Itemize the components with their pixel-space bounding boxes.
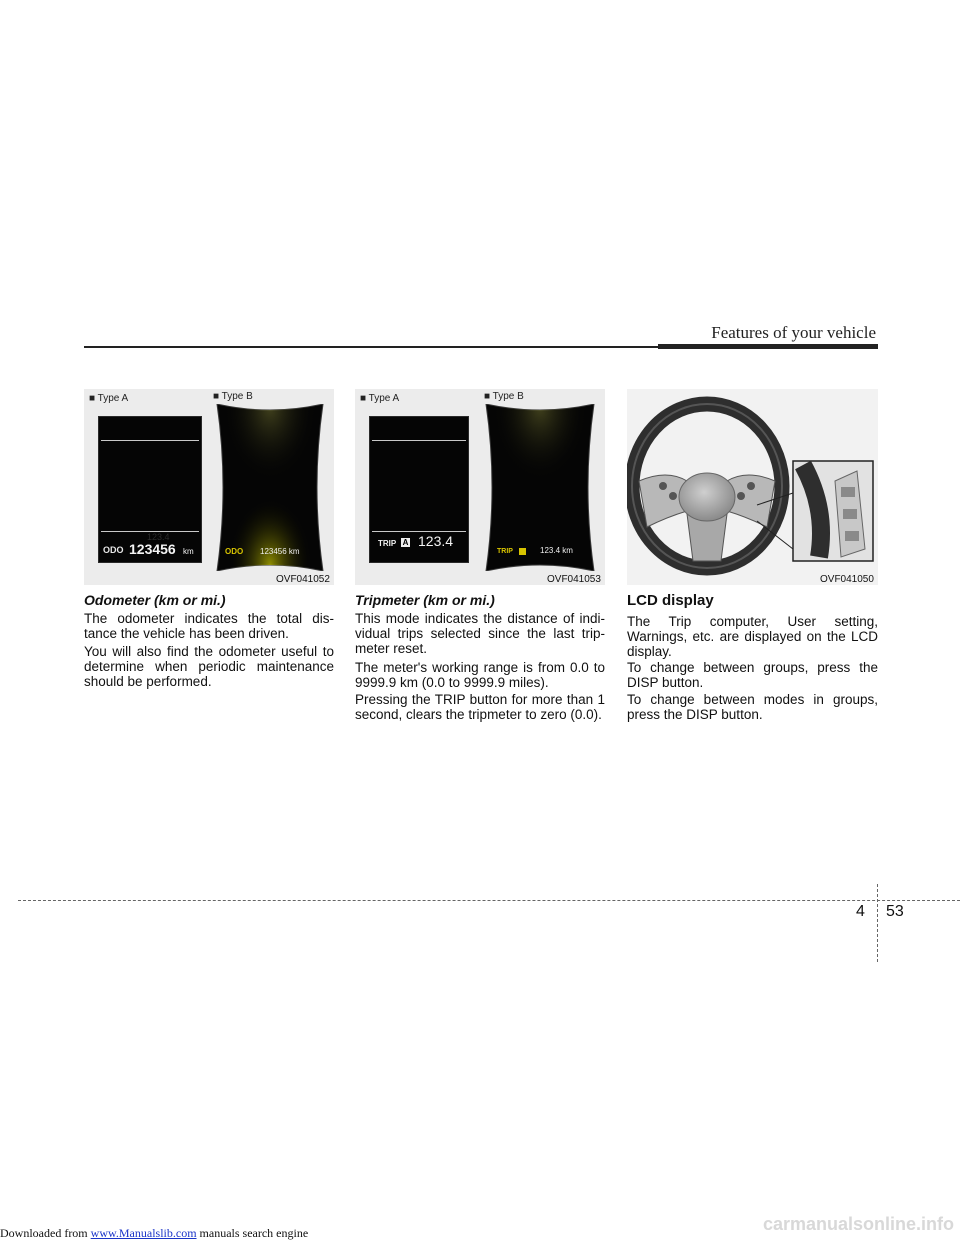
trip-label-b: TRIP xyxy=(497,548,513,555)
odo-value: 123456 xyxy=(129,541,176,557)
odometer-type-b-screen xyxy=(215,404,325,571)
lcd-paragraph-3: To change between modes in groups, press the DISP button. xyxy=(627,692,878,722)
type-b-label: ■ Type B xyxy=(213,391,253,402)
lcd-display-heading: LCD display xyxy=(627,592,714,609)
trip-value-b: 123.4 km xyxy=(540,546,573,555)
type-b-cluster-shape xyxy=(215,404,325,571)
tripmeter-type-b-screen xyxy=(484,404,596,571)
lcd-steering-figure xyxy=(627,389,878,585)
download-bar xyxy=(0,1226,308,1241)
trip-indicator-icon xyxy=(519,548,526,555)
trip-value: 123.4 xyxy=(418,533,454,549)
odometer-heading: Odometer (km or mi.) xyxy=(84,592,226,608)
figure-code: OVF041050 xyxy=(820,574,874,585)
trip-a-badge: A xyxy=(402,538,409,547)
odometer-paragraph-2: You will also find the odometer useful to determine when periodic maintenance should be performed. xyxy=(84,644,334,689)
odo-label-b: ODO xyxy=(225,547,244,556)
tripmeter-figure xyxy=(355,389,605,585)
odometer-paragraph-1: The odometer indicates the total dis- tance the vehicle has been driven. xyxy=(84,611,334,641)
trip-label: TRIP xyxy=(378,539,397,548)
figure-code: OVF041053 xyxy=(547,574,601,585)
odo-unit: km xyxy=(183,547,194,556)
odometer-type-a-screen xyxy=(98,416,202,563)
tripmeter-heading: Tripmeter (km or mi.) xyxy=(355,592,495,608)
lcd-paragraph-2: To change between groups, press the DISP button. xyxy=(627,660,878,690)
lcd-paragraph-1: The Trip computer, User setting, Warnings, etc. are displayed on the LCD display. xyxy=(627,614,878,659)
tripmeter-paragraph-3: Pressing the TRIP button for more than 1 second, clears the tripmeter to zero (0.0). xyxy=(355,692,605,722)
odometer-figure xyxy=(84,389,334,585)
steering-wheel-illustration xyxy=(627,389,878,585)
download-suffix: manuals search engine xyxy=(196,1226,309,1240)
chapter-number: 4 xyxy=(856,903,865,920)
figure-code: OVF041052 xyxy=(276,574,330,585)
footer-rule xyxy=(18,900,960,901)
manualslib-link[interactable]: www.Manualslib.com xyxy=(90,1226,197,1240)
odo-label: ODO xyxy=(103,545,124,555)
type-a-label: ■ Type A xyxy=(360,393,400,404)
section-header-title: Features of your vehicle xyxy=(711,323,876,342)
faded-trip-reading: 123.4 xyxy=(147,532,170,542)
watermark: carmanualsonline.info xyxy=(762,1214,954,1234)
type-b-label: ■ Type B xyxy=(484,391,524,402)
download-prefix: Downloaded from xyxy=(0,1226,91,1240)
odo-value-b: 123456 km xyxy=(260,547,300,556)
tripmeter-paragraph-2: The meter's working range is from 0.0 to 9999.9 km (0.0 to 9999.9 miles). xyxy=(355,660,605,690)
page-number: 53 xyxy=(886,903,904,920)
tripmeter-paragraph-1: This mode indicates the distance of indi- vidual trips selected since the last trip- meter reset. xyxy=(355,611,605,656)
type-a-label: ■ Type A xyxy=(89,393,129,404)
footer-vertical-rule xyxy=(877,884,878,962)
tripmeter-type-a-screen xyxy=(369,416,469,563)
header-rule-tab xyxy=(658,344,878,349)
